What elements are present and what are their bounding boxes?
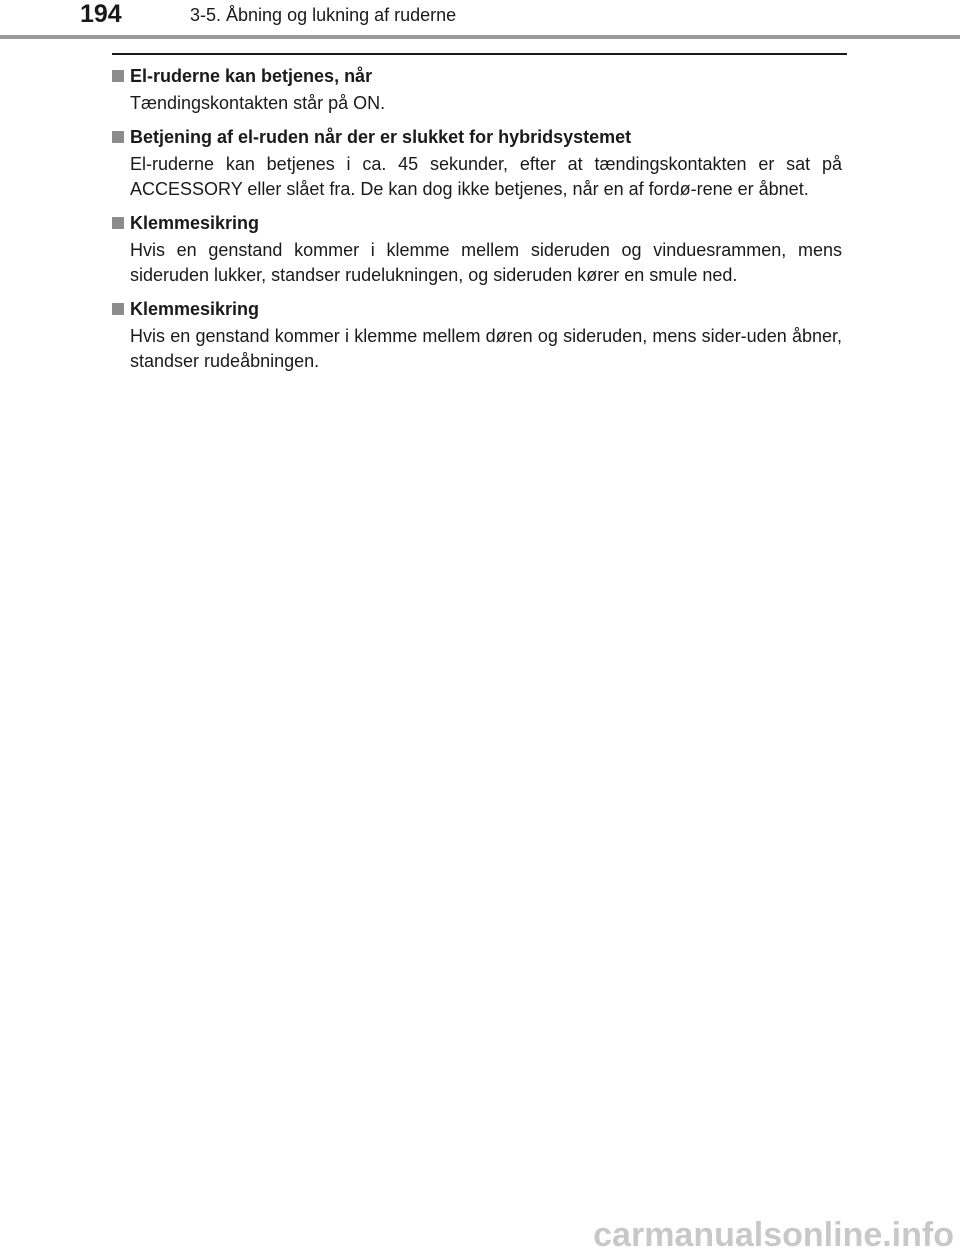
info-item-jam-protection-closing bbox=[112, 211, 842, 288]
section-divider bbox=[112, 53, 847, 55]
watermark-text: carmanualsonline.info bbox=[593, 1216, 954, 1254]
page-number: 194 bbox=[80, 0, 122, 28]
item-heading bbox=[112, 211, 842, 236]
info-item-operation-after-hybrid-off bbox=[112, 125, 842, 202]
square-bullet-icon bbox=[112, 70, 124, 82]
square-bullet-icon bbox=[112, 303, 124, 315]
item-heading bbox=[112, 297, 842, 322]
square-bullet-icon bbox=[112, 217, 124, 229]
item-heading bbox=[112, 64, 842, 89]
item-heading bbox=[112, 125, 842, 150]
header-divider bbox=[0, 35, 960, 39]
running-title: 3-5. Åbning og lukning af ruderne bbox=[190, 5, 457, 25]
item-heading-text: Klemmesikring bbox=[130, 213, 260, 233]
info-item-power-window-conditions bbox=[112, 64, 842, 116]
item-heading-text: Klemmesikring bbox=[130, 299, 260, 319]
item-body: El-ruderne kan betjenes i ca. 45 sekunder, efter at tændingskontakten er sat på ACCESSORY eller slået fra. De kan dog ikke betjenes, når en af fordø-rene er åbnet. bbox=[130, 154, 842, 199]
info-item-jam-protection-opening bbox=[112, 297, 842, 374]
item-body: Tændingskontakten står på ON. bbox=[130, 93, 386, 113]
item-body: Hvis en genstand kommer i klemme mellem sideruden og vinduesrammen, mens sideruden lukker, standser rudelukningen, og sideruden kører en smule ned. bbox=[130, 240, 842, 285]
item-heading-text: El-ruderne kan betjenes, når bbox=[130, 66, 373, 86]
main-content bbox=[112, 64, 842, 383]
item-body: Hvis en genstand kommer i klemme mellem døren og sideruden, mens sider-uden åbner, standser rudeåbningen. bbox=[130, 326, 842, 371]
square-bullet-icon bbox=[112, 131, 124, 143]
item-heading-text: Betjening af el-ruden når der er slukket for hybridsystemet bbox=[130, 127, 632, 147]
